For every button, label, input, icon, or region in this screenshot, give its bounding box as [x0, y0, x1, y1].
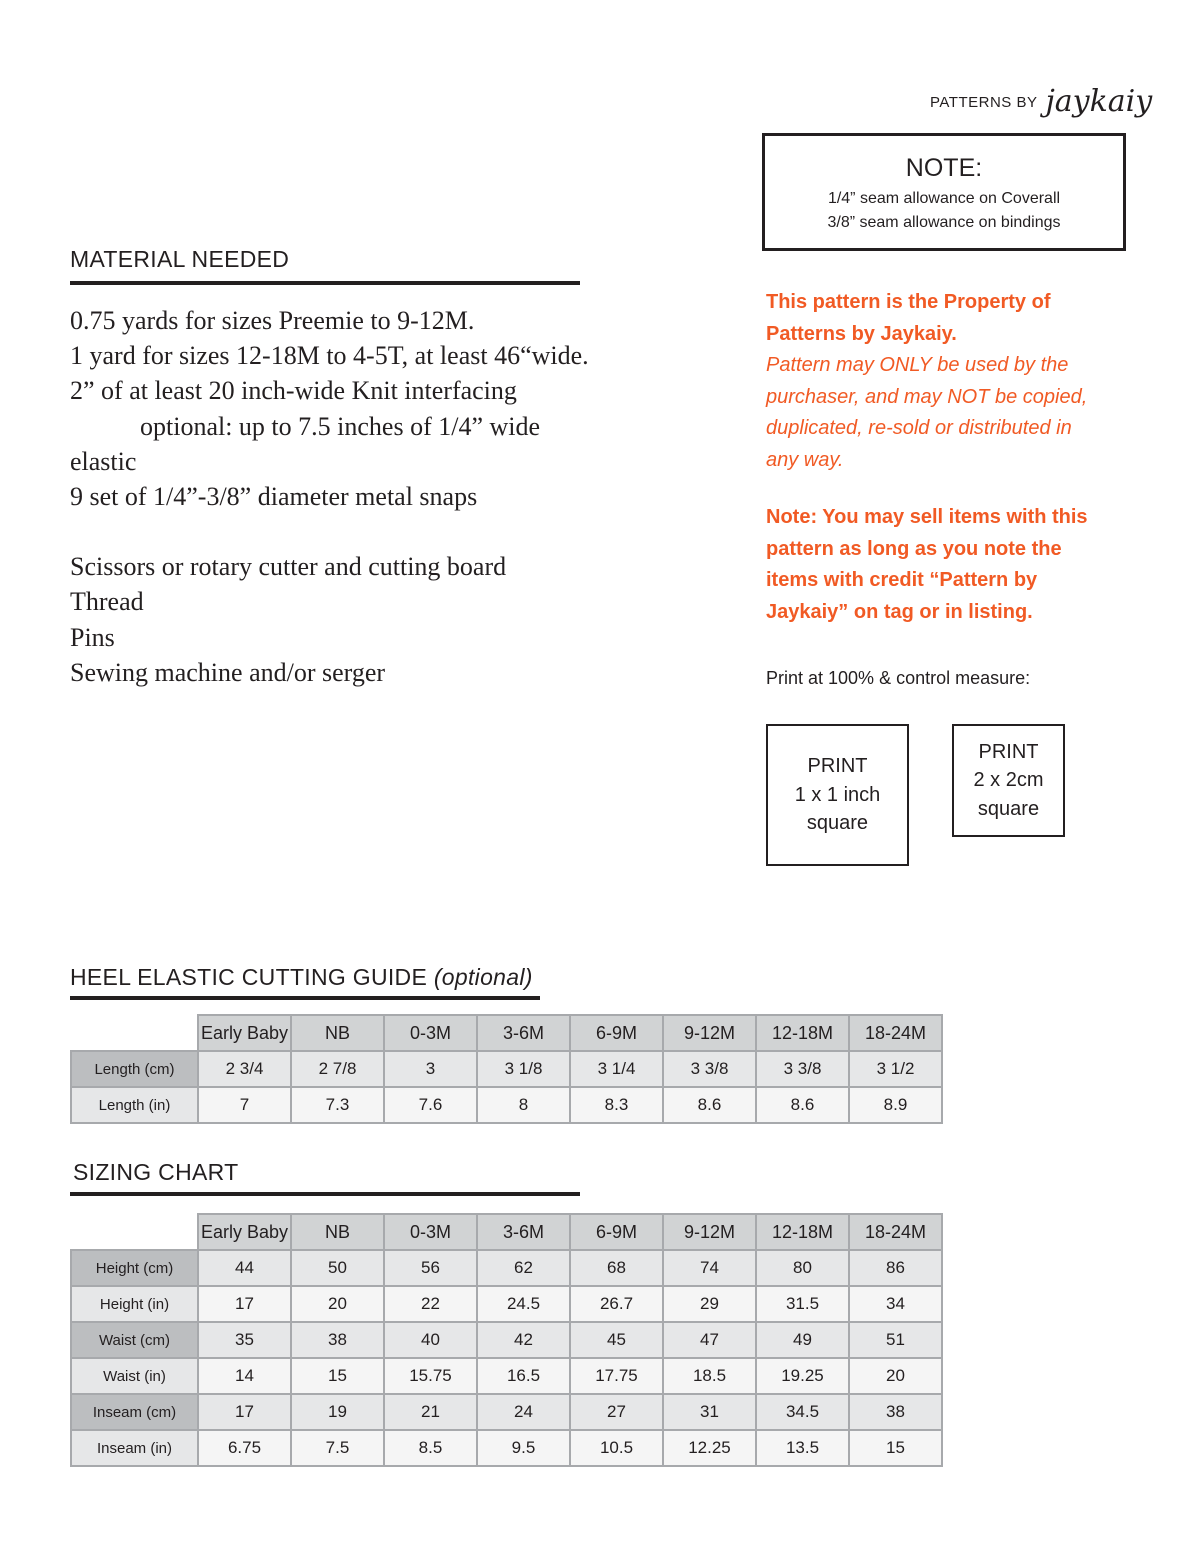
- table-cell: 34: [849, 1286, 942, 1322]
- brand-script-name: jaykaiy: [1045, 84, 1153, 119]
- table-row: [71, 1250, 942, 1286]
- column-header: 3-6M: [477, 1015, 570, 1051]
- table-cell: 17.75: [570, 1358, 663, 1394]
- table-cell: 15: [849, 1430, 942, 1466]
- heel-guide-title: [70, 964, 533, 991]
- material-line: optional: up to 7.5 inches of 1/4” wide: [140, 411, 541, 441]
- property-notice: [766, 287, 1166, 476]
- heel-guide-table: [70, 1014, 943, 1124]
- material-line: elastic: [70, 446, 137, 476]
- row-label: Waist (in): [71, 1358, 198, 1394]
- property-italic-line: duplicated, re-sold or distributed in: [766, 417, 1072, 439]
- table-header-row: [71, 1015, 942, 1051]
- table-cell: 8: [477, 1087, 570, 1123]
- table-cell: 9.5: [477, 1430, 570, 1466]
- table-cell: 68: [570, 1250, 663, 1286]
- brand-logo: [930, 80, 1153, 119]
- table-row: [71, 1051, 942, 1087]
- table-cell: 62: [477, 1250, 570, 1286]
- column-header: 0-3M: [384, 1015, 477, 1051]
- table-cell: 29: [663, 1286, 756, 1322]
- table-cell: 45: [570, 1322, 663, 1358]
- table-cell: 7: [198, 1087, 291, 1123]
- square-line: PRINT: [978, 740, 1039, 763]
- table-row: [71, 1430, 942, 1466]
- table-cell: 22: [384, 1286, 477, 1322]
- table-cell: 17: [198, 1394, 291, 1430]
- table-cell: 80: [756, 1250, 849, 1286]
- control-square-inch: [766, 724, 909, 866]
- column-header: 18-24M: [849, 1214, 942, 1250]
- table-cell: 19.25: [756, 1358, 849, 1394]
- table-cell: 74: [663, 1250, 756, 1286]
- column-header: 6-9M: [570, 1015, 663, 1051]
- table-cell: 3 1/8: [477, 1051, 570, 1087]
- column-header: 9-12M: [663, 1214, 756, 1250]
- note-title: NOTE:: [905, 154, 983, 182]
- sizing-chart-table: [70, 1213, 943, 1467]
- material-line: 2” of at least 20 inch-wide Knit interfacing: [70, 376, 517, 406]
- table-cell: 19: [291, 1394, 384, 1430]
- table-cell: 8.6: [756, 1087, 849, 1123]
- table-cell: 51: [849, 1322, 942, 1358]
- brand-prefix: PATTERNS BY: [930, 94, 1038, 111]
- note-line: 3/8” seam allowance on bindings: [827, 214, 1061, 231]
- table-cell: 27: [570, 1394, 663, 1430]
- square-line: square: [806, 812, 869, 835]
- row-label: Length (in): [71, 1087, 198, 1123]
- table-cell: 13.5: [756, 1430, 849, 1466]
- table-header-row: [71, 1214, 942, 1250]
- table-corner: [71, 1214, 198, 1250]
- table-cell: 17: [198, 1286, 291, 1322]
- table-cell: 3 3/8: [663, 1051, 756, 1087]
- table-cell: 20: [291, 1286, 384, 1322]
- column-header: 12-18M: [756, 1015, 849, 1051]
- table-cell: 15.75: [384, 1358, 477, 1394]
- heel-guide-rule: [70, 996, 540, 1000]
- table-cell: 16.5: [477, 1358, 570, 1394]
- table-cell: 34.5: [756, 1394, 849, 1430]
- tool-line: Thread: [70, 587, 144, 617]
- table-cell: 35: [198, 1322, 291, 1358]
- table-cell: 21: [384, 1394, 477, 1430]
- table-row: [71, 1087, 942, 1123]
- table-cell: 2 3/4: [198, 1051, 291, 1087]
- column-header: 12-18M: [756, 1214, 849, 1250]
- square-line: PRINT: [807, 755, 868, 778]
- table-cell: 7.3: [291, 1087, 384, 1123]
- table-cell: 3: [384, 1051, 477, 1087]
- row-label: Inseam (in): [71, 1430, 198, 1466]
- material-line: 0.75 yards for sizes Preemie to 9-12M.: [70, 306, 475, 335]
- column-header: NB: [291, 1214, 384, 1250]
- tool-line: Sewing machine and/or serger: [70, 657, 386, 687]
- sell-note-line: Jaykaiy” on tag or in listing.: [766, 600, 1033, 623]
- note-line: 1/4” seam allowance on Coverall: [827, 190, 1061, 207]
- table-cell: 38: [849, 1394, 942, 1430]
- table-cell: 86: [849, 1250, 942, 1286]
- heel-guide-title-text: HEEL ELASTIC CUTTING GUIDE: [70, 964, 428, 990]
- table-cell: 7.5: [291, 1430, 384, 1466]
- row-label: Height (in): [71, 1286, 198, 1322]
- property-bold-line: Patterns by Jaykaiy.: [766, 322, 957, 345]
- sell-note: [766, 502, 1166, 628]
- square-line: 1 x 1 inch: [794, 783, 881, 806]
- note-box: [762, 133, 1126, 251]
- table-cell: 38: [291, 1322, 384, 1358]
- table-cell: 18.5: [663, 1358, 756, 1394]
- material-line: 1 yard for sizes 12-18M to 4-5T, at least 46“wide.: [70, 341, 589, 371]
- row-label: Length (cm): [71, 1051, 198, 1087]
- table-cell: 8.5: [384, 1430, 477, 1466]
- property-italic-line: Pattern may ONLY be used by the: [766, 354, 1069, 376]
- sell-note-line: pattern as long as you note the: [766, 537, 1062, 560]
- table-cell: 44: [198, 1250, 291, 1286]
- print-label: Print at 100% & control measure:: [766, 668, 1031, 688]
- table-cell: 50: [291, 1250, 384, 1286]
- table-cell: 8.9: [849, 1087, 942, 1123]
- sizing-chart-rule: [70, 1192, 580, 1196]
- table-cell: 26.7: [570, 1286, 663, 1322]
- sell-note-line: items with credit “Pattern by: [766, 569, 1038, 591]
- table-cell: 24: [477, 1394, 570, 1430]
- table-row: [71, 1394, 942, 1430]
- table-cell: 14: [198, 1358, 291, 1394]
- table-cell: 31.5: [756, 1286, 849, 1322]
- table-cell: 12.25: [663, 1430, 756, 1466]
- table-cell: 24.5: [477, 1286, 570, 1322]
- sell-note-line: Note: You may sell items with this: [766, 506, 1088, 528]
- table-cell: 49: [756, 1322, 849, 1358]
- table-cell: 7.6: [384, 1087, 477, 1123]
- property-bold-line: This pattern is the Property of: [766, 291, 1051, 313]
- row-label: Height (cm): [71, 1250, 198, 1286]
- control-square-cm: [952, 724, 1065, 837]
- materials-title: MATERIAL NEEDED: [70, 246, 290, 272]
- column-header: 3-6M: [477, 1214, 570, 1250]
- materials-rule: [70, 281, 580, 285]
- table-cell: 47: [663, 1322, 756, 1358]
- table-cell: 10.5: [570, 1430, 663, 1466]
- square-line: 2 x 2cm: [973, 769, 1044, 792]
- tool-line: Scissors or rotary cutter and cutting board: [70, 552, 507, 582]
- table-cell: 40: [384, 1322, 477, 1358]
- table-cell: 3 1/4: [570, 1051, 663, 1087]
- property-italic-line: any way.: [766, 448, 844, 471]
- row-label: Inseam (cm): [71, 1394, 198, 1430]
- materials-list: [70, 303, 670, 690]
- table-cell: 6.75: [198, 1430, 291, 1466]
- table-cell: 3 3/8: [756, 1051, 849, 1087]
- square-line: square: [977, 797, 1040, 820]
- table-cell: 42: [477, 1322, 570, 1358]
- tool-line: Pins: [70, 622, 115, 652]
- column-header: NB: [291, 1015, 384, 1051]
- material-line: 9 set of 1/4”-3/8” diameter metal snaps: [70, 482, 478, 512]
- row-label: Waist (cm): [71, 1322, 198, 1358]
- heel-guide-title-note: (optional): [433, 964, 533, 990]
- table-corner: [71, 1015, 198, 1051]
- table-row: [71, 1322, 942, 1358]
- column-header: 9-12M: [663, 1015, 756, 1051]
- table-cell: 56: [384, 1250, 477, 1286]
- column-header: Early Baby: [198, 1015, 291, 1051]
- table-cell: 31: [663, 1394, 756, 1430]
- table-row: [71, 1286, 942, 1322]
- column-header: 6-9M: [570, 1214, 663, 1250]
- column-header: Early Baby: [198, 1214, 291, 1250]
- table-row: [71, 1358, 942, 1394]
- property-italic-line: purchaser, and may NOT be copied,: [766, 385, 1088, 408]
- table-cell: 8.3: [570, 1087, 663, 1123]
- column-header: 18-24M: [849, 1015, 942, 1051]
- table-cell: 3 1/2: [849, 1051, 942, 1087]
- table-cell: 8.6: [663, 1087, 756, 1123]
- column-header: 0-3M: [384, 1214, 477, 1250]
- sizing-chart-title: SIZING CHART: [73, 1159, 239, 1185]
- table-cell: 2 7/8: [291, 1051, 384, 1087]
- table-cell: 20: [849, 1358, 942, 1394]
- table-cell: 15: [291, 1358, 384, 1394]
